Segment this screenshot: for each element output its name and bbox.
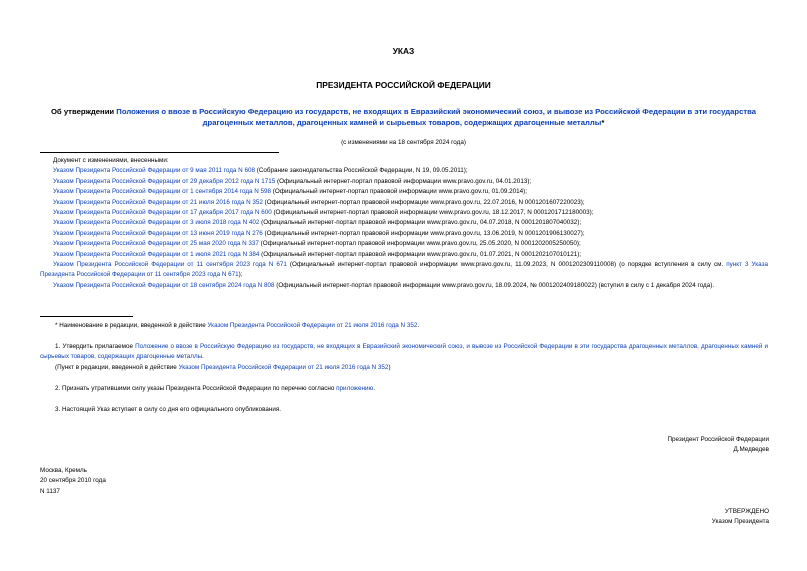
clause-1-link[interactable]: Положение о ввозе в Российскую Федерацию из государств, не входящих в Евразийский экономический союз, и вывозе из Российской Федерации в эти государства драгоценных металлов, драгоценных камней и сырьевых товаров, содержащих драгоценные металлы [40,343,768,361]
place-block [40,466,106,497]
history-item-text: (Официальный интернет-портал правовой информации www.pravo.gov.ru, 25.05.2020, N 0001202005250050); [258,240,581,248]
title-prefix: Об утверждении [50,107,117,116]
history-item [40,250,768,260]
clause-1-note-text: (Пункт в редакции, введенной в действие [55,364,179,371]
clause-1-note-suffix: ) [388,364,391,371]
history-item-text: (Официальный интернет-портал правовой информации www.pravo.gov.ru, 11.09.2023, N 0001202309110008) (о порядке вступления в силу см. [286,261,727,269]
history-item [40,281,768,291]
clause-2-text: 2. Признать утратившими силу указы Президента Российской Федерации по перечню согласно [55,385,337,392]
history-item [40,166,768,176]
history-item-link[interactable]: Указом Президента Российской Федерации от 13 июня 2019 года N 276 [53,229,263,237]
history-item-text: (Собрание законодательства Российской Федерации, N 19, 09.05.2011); [254,167,468,175]
history-item-link[interactable]: Указом Президента Российской Федерации от 25 мая 2020 года N 337 [53,240,259,248]
title-suffix: * [601,118,605,127]
footnote-rule [40,316,133,317]
approved-label: УТВЕРЖДЕНО [724,508,769,515]
history-item [40,260,768,281]
history-item-link[interactable]: Указом Президента Российской Федерации от 21 июля 2016 года N 352 [53,198,263,206]
clause-1-text: 1. Утвердить прилагаемое [55,343,136,350]
history-intro: Документ с изменениями, внесенными: [53,157,169,164]
president-heading: ПРЕЗИДЕНТА РОССИЙСКОЙ ФЕДЕРАЦИИ [316,80,491,90]
history-item-link[interactable]: Указом Президента Российской Федерации от 1 сентября 2014 года N 598 [53,188,272,196]
history-item [40,218,768,228]
history-item [40,229,768,239]
place-city: Москва, Кремль [40,467,87,474]
history-item-link[interactable]: Указом Президента Российской Федерации от 18 сентября 2024 года N 808 [53,281,275,289]
history-item [40,198,768,208]
history-item-link[interactable]: Указом Президента Российской Федерации от 3 июля 2018 года N 402 [53,219,260,227]
footnote-text: * Наименование в редакции, введенной в действие [55,322,208,329]
clause-2 [55,384,767,394]
decree-heading: УКАЗ [392,46,415,56]
appendix-link[interactable]: приложению [336,385,374,392]
history-item [40,177,768,187]
title-link[interactable]: Положения о ввозе в Российскую Федерацию из государств, не входящих в Евразийский экономический союз, и вывозе из Российской Федерации в эти государства драгоценных металлов, драгоценных камней и сырьевых товаров, содержащих драгоценные металлы [116,107,757,127]
approved-block [712,507,769,528]
history-item [40,208,768,218]
clause-1-note-link[interactable]: Указом Президента Российской Федерации от 21 июля 2016 года N 352 [178,364,389,371]
history-item-text: (Официальный интернет-портал правовой информации www.pravo.gov.ru, 04.01.2013); [275,177,532,185]
clause-1-suffix: . [202,353,204,361]
history-item-link[interactable]: Указом Президента Российской Федерации от 9 мая 2011 года N 608 [53,167,255,175]
document-title [40,106,767,128]
footnote-link[interactable]: Указом Президента Российской Федерации от 21 июля 2016 года N 352 [207,322,418,329]
changes-note: (с изменениями на 18 сентября 2024 года) [341,139,466,146]
approved-by: Указом Президента [711,518,769,526]
history-item-text: (Официальный интернет-портал правовой информации www.pravo.gov.ru, 01.09.2014); [271,188,528,196]
history-item-text: (Официальный интернет-портал правовой информации www.pravo.gov.ru, 04.07.2018, N 0001201807040032); [259,219,582,227]
history-item-text: (Официальный интернет-портал правовой информации www.pravo.gov.ru, 13.06.2019, N 0001201906130027); [262,229,585,237]
history-item-link[interactable]: Указом Президента Российской Федерации от 1 июля 2021 года N 384 [53,250,260,258]
history-block [40,156,768,291]
history-item [40,187,768,197]
history-item-text: (Официальный интернет-портал правовой информации www.pravo.gov.ru, 18.09.2024, № 0001202409180022) (вступил в силу с 1 декабря 2024 года). [274,281,715,289]
footnote-suffix: . [417,322,420,329]
history-item [40,239,768,249]
signature-position: Президент Российской Федерации [667,436,769,443]
clause-1-note [55,363,767,373]
clause-1 [40,342,768,363]
signature-block [667,435,769,456]
place-date: 20 сентября 2010 года [40,477,106,485]
clause-2-suffix: . [373,385,375,392]
footnote [55,321,767,331]
history-top-rule [40,152,279,153]
history-item-link[interactable]: Указом Президента Российской Федерации от 17 декабря 2017 года N 600 [53,209,272,217]
history-item-text: (Официальный интернет-портал правовой информации www.pravo.gov.ru, 22.07.2016, N 0001201607220023); [262,198,585,206]
document-number: N 1137 [40,487,60,495]
history-item-link[interactable]: Указом Президента Российской Федерации от 29 декабря 2012 года N 1715 [53,177,276,185]
history-item-link-clause[interactable]: пункт 3 Указа Президента Российской Федерации от 11 сентября 2023 года N 671 [40,261,768,279]
history-item-text: (Официальный интернет-портал правовой информации www.pravo.gov.ru, 18.12.2017, N 0001201712180003); [271,209,594,217]
history-item-text: (Официальный интернет-портал правовой информации www.pravo.gov.ru, 01.07.2021, N 0001202107010121); [259,250,582,258]
history-item-end: ); [238,271,243,279]
clause-3: 3. Настоящий Указ вступает в силу со дня его официального опубликования. [55,406,282,413]
signature-name: Д.Медведев [733,446,769,454]
history-item-link[interactable]: Указом Президента Российской Федерации от 11 сентября 2023 года N 671 [53,261,287,269]
